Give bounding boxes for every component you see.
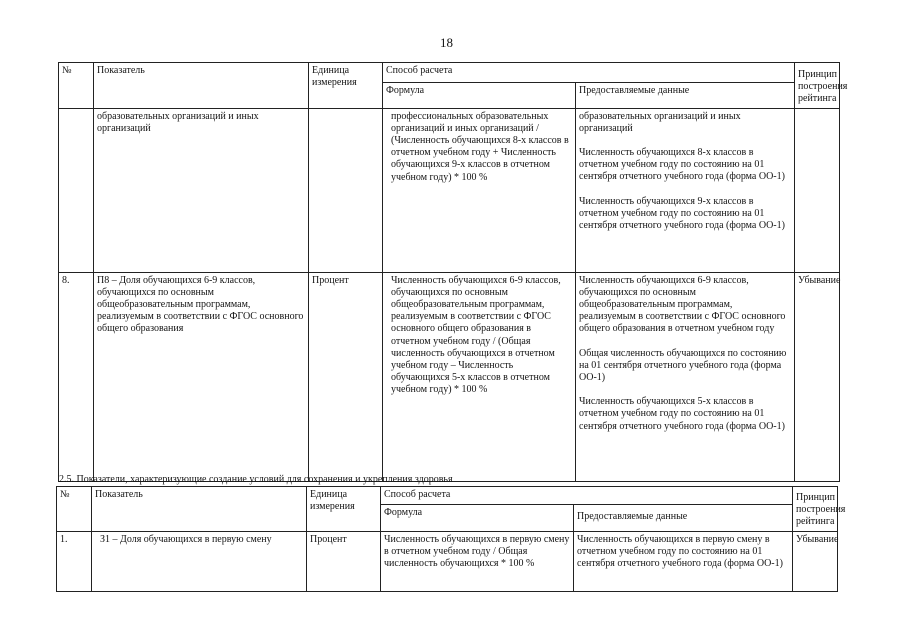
header-no: № bbox=[57, 487, 92, 532]
provided-data-item: Численность обучающихся 8-х классов в отчетном учебном году по состоянию на 01 сентября отчетного учебного года (форма ОО-1) bbox=[579, 147, 785, 183]
cell-principle bbox=[795, 108, 840, 272]
cell-indicator: П8 – Доля обучающихся 6-9 классов, обучающихся по основным общеобразовательным программам, реализуемым в соответствии с ФГОС основного общего образования bbox=[94, 272, 309, 481]
provided-data-item: Общая численность обучающихся по состоянию на 01 сентября отчетного учебного года (форма ОО-1) bbox=[579, 347, 787, 384]
cell-no bbox=[59, 108, 94, 272]
header-provided-data: Предоставляемые данные bbox=[576, 83, 795, 109]
table-row bbox=[59, 272, 840, 481]
cell-provided-data bbox=[576, 272, 795, 481]
indicators-table-continued bbox=[58, 62, 848, 482]
cell-unit: Процент bbox=[307, 531, 381, 591]
header-indicator: Показатель bbox=[94, 63, 309, 109]
cell-formula: Численность обучающихся в первую смену в отчетном учебном году / Общая численность обучающихся * 100 % bbox=[381, 531, 574, 591]
table-header-row bbox=[59, 63, 840, 83]
cell-indicator: З1 – Доля обучающихся в первую смену bbox=[92, 531, 307, 591]
section-title: 2.5. Показатели, характеризующие создание условий для сохранения и укрепления здоровья bbox=[59, 474, 453, 485]
table-header-row bbox=[57, 487, 838, 505]
header-formula: Формула bbox=[381, 504, 574, 531]
page-number: 18 bbox=[440, 35, 453, 50]
header-unit: Единица измерения bbox=[307, 487, 381, 532]
table-row bbox=[59, 108, 840, 272]
table-row bbox=[57, 531, 838, 591]
provided-data-item: образовательных организаций и иных организаций bbox=[579, 110, 741, 134]
cell-unit: Процент bbox=[309, 272, 383, 481]
provided-data-item: Численность обучающихся 6-9 классов, обучающихся по основным общеобразовательным программам, реализуемым в соответствии с ФГОС основного общего образования в отчетном учебном году bbox=[579, 274, 786, 335]
header-indicator: Показатель bbox=[92, 487, 307, 532]
cell-formula: Численность обучающихся 6-9 классов, обучающихся по основным общеобразовательным программам, реализуемым в соответствии с ФГОС основного общего образования в отчетном учебном году / (Общая численность обучающихся в отчетном учебном году – Численность обучающихся 5-х классов в отчетном учебном году) * 100 % bbox=[383, 272, 576, 481]
health-indicators-table bbox=[56, 486, 846, 592]
header-formula: Формула bbox=[383, 83, 576, 109]
header-calc-method: Способ расчета bbox=[381, 487, 793, 505]
provided-data-item: Численность обучающихся 5-х классов в отчетном учебном году по состоянию на 01 сентября отчетного учебного года (форма ОО-1) bbox=[579, 396, 785, 432]
cell-unit bbox=[309, 108, 383, 272]
cell-no: 1. bbox=[57, 531, 92, 591]
header-calc-method: Способ расчета bbox=[383, 63, 795, 83]
cell-indicator: образовательных организаций и иных организаций bbox=[94, 108, 309, 272]
header-principle: Принцип построения рейтинга bbox=[793, 487, 838, 532]
header-unit: Единица измерения bbox=[309, 63, 383, 109]
cell-formula: профессиональных образовательных организаций и иных организаций / (Численность обучающихся 8-х классов в отчетном учебном году + Численность обучающихся 9-х классов в отчетном учебном году) * 100 % bbox=[383, 108, 576, 272]
cell-provided-data: Численность обучающихся в первую смену в отчетном учебном году по состоянию на 01 сентября отчетного учебного года (форма ОО-1) bbox=[574, 531, 793, 591]
header-provided-data: Предоставляемые данные bbox=[574, 504, 793, 531]
header-no: № bbox=[59, 63, 94, 109]
cell-principle: Убывание bbox=[795, 272, 840, 481]
provided-data-item: Численность обучающихся 9-х классов в отчетном учебном году по состоянию на 01 сентября отчетного учебного года (форма ОО-1) bbox=[579, 195, 785, 232]
cell-no: 8. bbox=[59, 272, 94, 481]
cell-provided-data bbox=[576, 108, 795, 272]
cell-principle: Убывание bbox=[793, 531, 838, 591]
header-principle: Принцип построения рейтинга bbox=[795, 63, 840, 109]
